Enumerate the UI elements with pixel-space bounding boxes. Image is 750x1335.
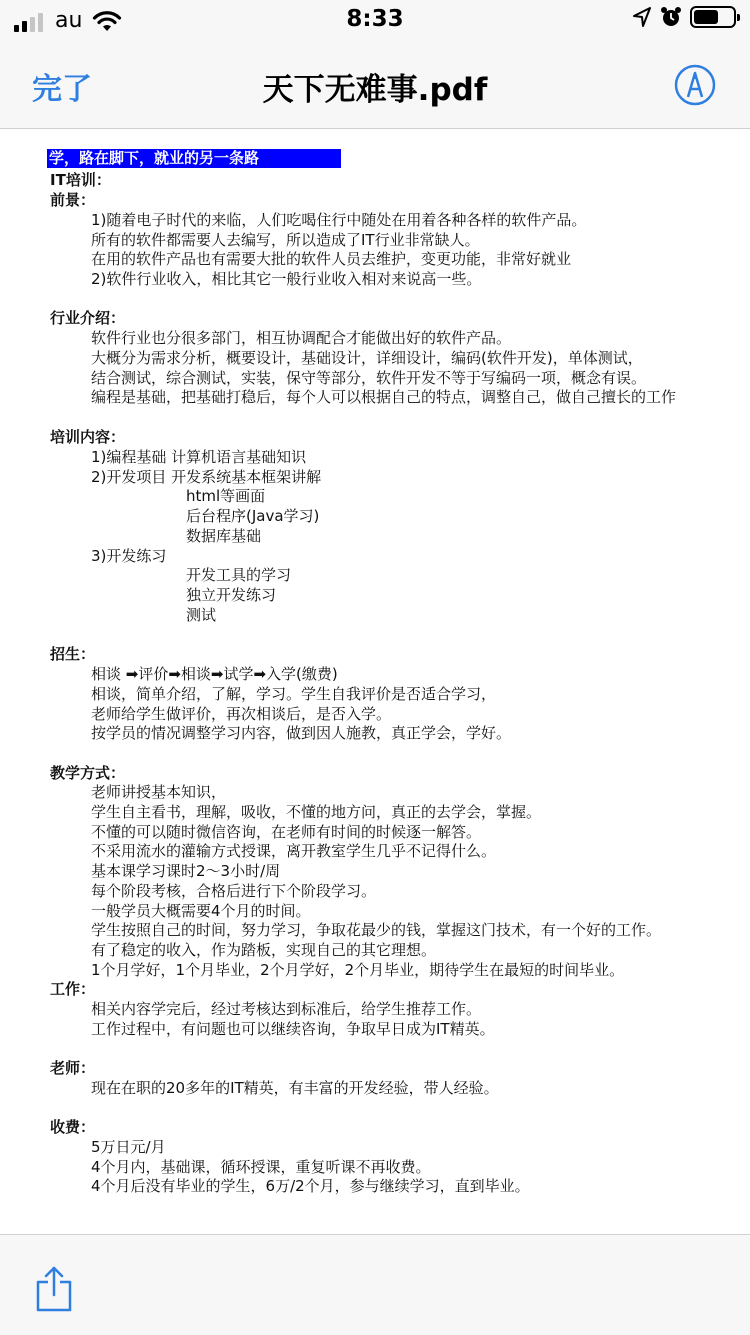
body-line: 工作过程中，有问题也可以继续咨询，争取早日成为IT精英。: [91, 1020, 495, 1038]
location-arrow-icon: [632, 6, 652, 28]
status-right: [632, 6, 736, 28]
section-heading: IT培训：: [50, 171, 111, 189]
body-line: 学生按照自己的时间，努力学习，争取花最少的钱，掌握这门技术，有一个好的工作。: [91, 921, 662, 939]
body-line: 测试: [186, 606, 217, 624]
body-line: 相关内容学完后，经过考核达到标准后，给学生推荐工作。: [91, 1000, 482, 1018]
body-line: 1)随着电子时代的来临，人们吃喝住行中随处在用着各种各样的软件产品。: [91, 211, 587, 229]
section-heading: 招生：: [50, 645, 96, 663]
section-heading: 教学方式：: [50, 764, 126, 782]
bottom-toolbar: [0, 1234, 750, 1335]
done-button[interactable]: 完了: [32, 73, 92, 106]
document-heading: 学，路在脚下，就业的另一条路: [47, 149, 341, 168]
section-heading: 收费：: [50, 1118, 96, 1136]
share-icon[interactable]: [34, 1265, 74, 1313]
alarm-clock-icon: [660, 6, 682, 28]
body-line: 4个月后没有毕业的学生，6万/2个月，参与继续学习，直到毕业。: [91, 1177, 530, 1195]
body-line: 大概分为需求分析，概要设计，基础设计，详细设计，编码(软件开发)，单体测试，: [91, 349, 643, 367]
body-line: 现在在职的20多年的IT精英，有丰富的开发经验，带人经验。: [91, 1079, 499, 1097]
body-line: 不采用流水的灌输方式授课，离开教室学生几乎不记得什么。: [91, 842, 497, 860]
body-line: 一般学员大概需要4个月的时间。: [91, 902, 311, 920]
body-line: 老师讲授基本知识，: [91, 783, 227, 801]
body-line: 相谈，简单介绍，了解，学习。学生自我评价是否适合学习，: [91, 685, 497, 703]
body-line: 每个阶段考核，合格后进行下个阶段学习。: [91, 882, 377, 900]
body-line: 结合测试，综合测试，实装，保守等部分，软件开发不等于写编码一项，概念有误。: [91, 369, 647, 387]
body-line: 在用的软件产品也有需要大批的软件人员去维护，变更功能，非常好就业: [91, 250, 572, 268]
page-title: 天下无难事.pdf: [262, 72, 488, 108]
body-line: 后台程序(Java学习): [186, 507, 320, 525]
body-line: 2)软件行业收入，相比其它一般行业收入相对来说高一些。: [91, 270, 482, 288]
body-line: 所有的软件都需要人去编写，所以造成了IT行业非常缺人。: [91, 231, 480, 249]
body-line: 2)开发项目 开发系统基本框架讲解: [91, 468, 322, 486]
body-line: 软件行业也分很多部门，相互协调配合才能做出好的软件产品。: [91, 329, 512, 347]
body-line: 有了稳定的收入，作为踏板，实现自己的其它理想。: [91, 941, 437, 959]
nav-bar: [0, 40, 750, 129]
body-line: 按学员的情况调整学习内容，做到因人施教，真正学会，学好。: [91, 724, 512, 742]
body-line: 1个月学好，1个月毕业，2个月学好，2个月毕业，期待学生在最短的时间毕业。: [91, 961, 625, 979]
battery-icon: [690, 6, 736, 28]
body-line: 开发工具的学习: [186, 566, 292, 584]
body-line: html等画面: [186, 487, 266, 505]
section-heading: 老师：: [50, 1059, 96, 1077]
body-line: 相谈 ➡评价➡相谈➡试学➡入学(缴费): [91, 665, 338, 683]
section-heading: 行业介绍：: [50, 309, 126, 327]
section-heading: 工作：: [50, 980, 96, 998]
section-heading: 培训内容：: [50, 428, 126, 446]
status-bar: [0, 0, 750, 40]
body-line: 1)编程基础 计算机语言基础知识: [91, 448, 307, 466]
markup-pen-icon[interactable]: [674, 64, 716, 106]
body-line: 编程是基础，把基础打稳后，每个人可以根据自己的特点，调整自己，做自己擅长的工作: [91, 388, 677, 406]
body-line: 数据库基础: [186, 527, 262, 545]
body-line: 独立开发练习: [186, 586, 277, 604]
pdf-document-view[interactable]: [0, 129, 750, 1234]
body-line: 老师给学生做评价，再次相谈后，是否入学。: [91, 705, 392, 723]
carrier-label: au: [55, 8, 83, 33]
body-line: 5万日元/月: [91, 1138, 166, 1156]
body-line: 学生自主看书，理解，吸收，不懂的地方问，真正的去学会，掌握。: [91, 803, 542, 821]
section-heading: 前景：: [50, 191, 96, 209]
body-line: 不懂的可以随时微信咨询，在老师有时间的时候逐一解答。: [91, 823, 482, 841]
body-line: 基本课学习课时2～3小时/周: [91, 862, 281, 880]
body-line: 3)开发练习: [91, 547, 167, 565]
status-time: 8:33: [346, 6, 404, 32]
body-line: 4个月内，基础课，循环授课，重复听课不再收费。: [91, 1158, 431, 1176]
